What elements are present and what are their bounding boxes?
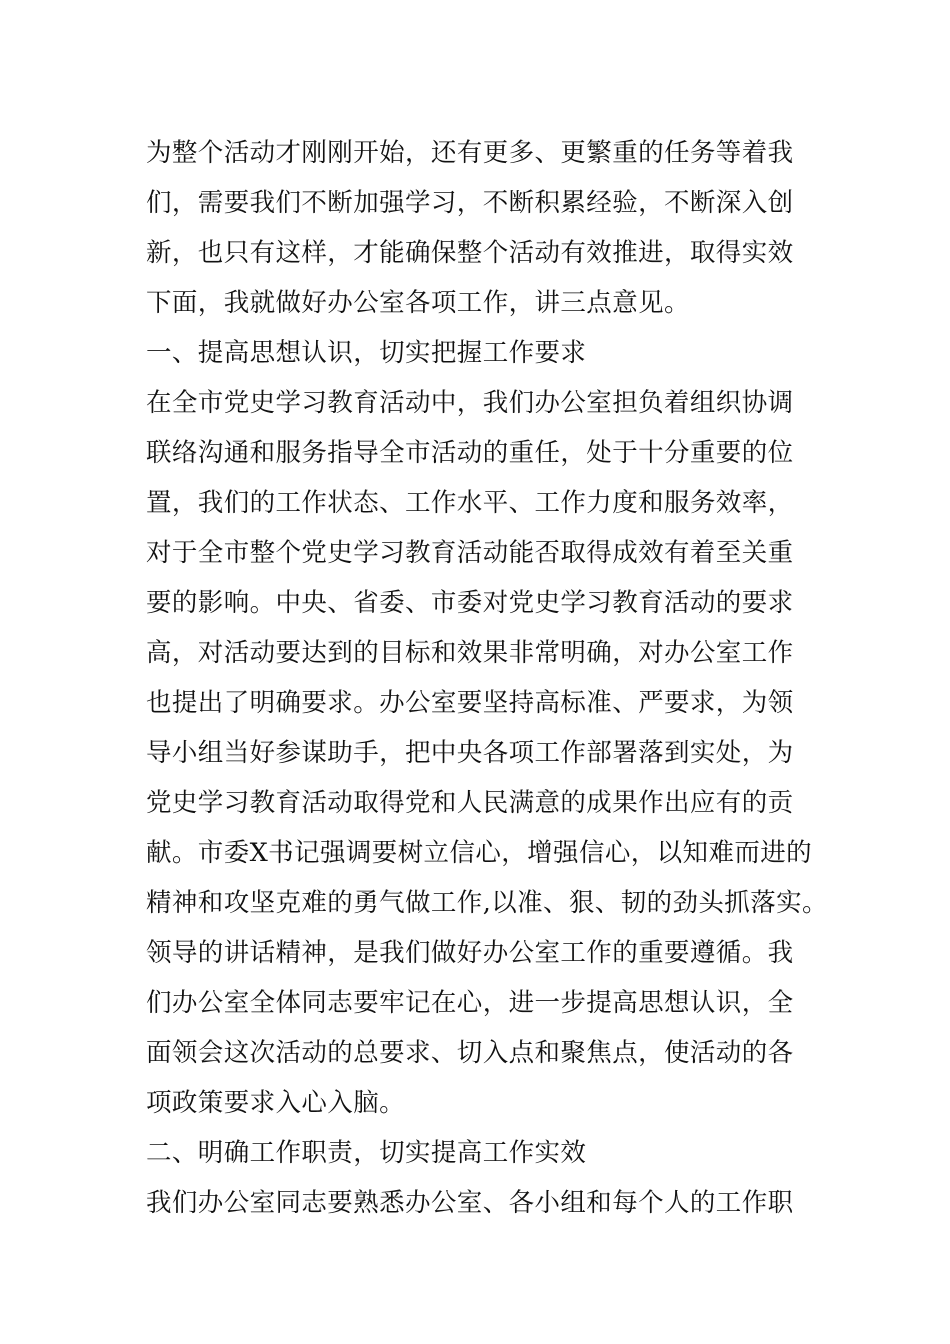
text-line: 们办公室全体同志要牢记在心，进一步提高思想认识，全 bbox=[146, 988, 794, 1018]
text-line: 新，也只有这样，才能确保整个活动有效推进，取得实效 bbox=[146, 238, 794, 268]
text-line: 们，需要我们不断加强学习，不断积累经验，不断深入创 bbox=[146, 188, 794, 218]
text-line: 面领会这次活动的总要求、切入点和聚焦点，使活动的各 bbox=[146, 1038, 794, 1068]
text-line: 也提出了明确要求。办公室要坚持高标准、严要求，为领 bbox=[146, 688, 794, 718]
text-line: 精神和攻坚克难的勇气做工作,以准、狠、韧的劲头抓落实。 bbox=[146, 888, 828, 918]
text-line: 导小组当好参谋助手，把中央各项工作部署落到实处，为 bbox=[146, 738, 794, 768]
text-line: 在全市党史学习教育活动中，我们办公室担负着组织协调 bbox=[146, 388, 794, 418]
section-heading-2: 二、明确工作职责，切实提高工作实效 bbox=[146, 1138, 587, 1168]
text-line: 献。市委X书记强调要树立信心，增强信心，以知难而进的 bbox=[146, 838, 813, 868]
text-line: 我们办公室同志要熟悉办公室、各小组和每个人的工作职 bbox=[146, 1188, 794, 1218]
text-line: 项政策要求入心入脑。 bbox=[146, 1088, 406, 1118]
text-line: 下面，我就做好办公室各项工作，讲三点意见。 bbox=[146, 288, 690, 318]
text-line: 要的影响。中央、省委、市委对党史学习教育活动的要求 bbox=[146, 588, 794, 618]
document-body bbox=[146, 128, 846, 1228]
text-line: 为整个活动才刚刚开始，还有更多、更繁重的任务等着我 bbox=[146, 138, 794, 168]
text-line: 领导的讲话精神，是我们做好办公室工作的重要遵循。我 bbox=[146, 938, 794, 968]
text-line: 联络沟通和服务指导全市活动的重任，处于十分重要的位 bbox=[146, 438, 794, 468]
text-line: 党史学习教育活动取得党和人民满意的成果作出应有的贡 bbox=[146, 788, 794, 818]
text-line: 置，我们的工作状态、工作水平、工作力度和服务效率， bbox=[146, 488, 794, 518]
text-line: 高，对活动要达到的目标和效果非常明确，对办公室工作 bbox=[146, 638, 794, 668]
section-heading-1: 一、提高思想认识，切实把握工作要求 bbox=[146, 338, 587, 368]
text-line: 对于全市整个党史学习教育活动能否取得成效有着至关重 bbox=[146, 538, 794, 568]
